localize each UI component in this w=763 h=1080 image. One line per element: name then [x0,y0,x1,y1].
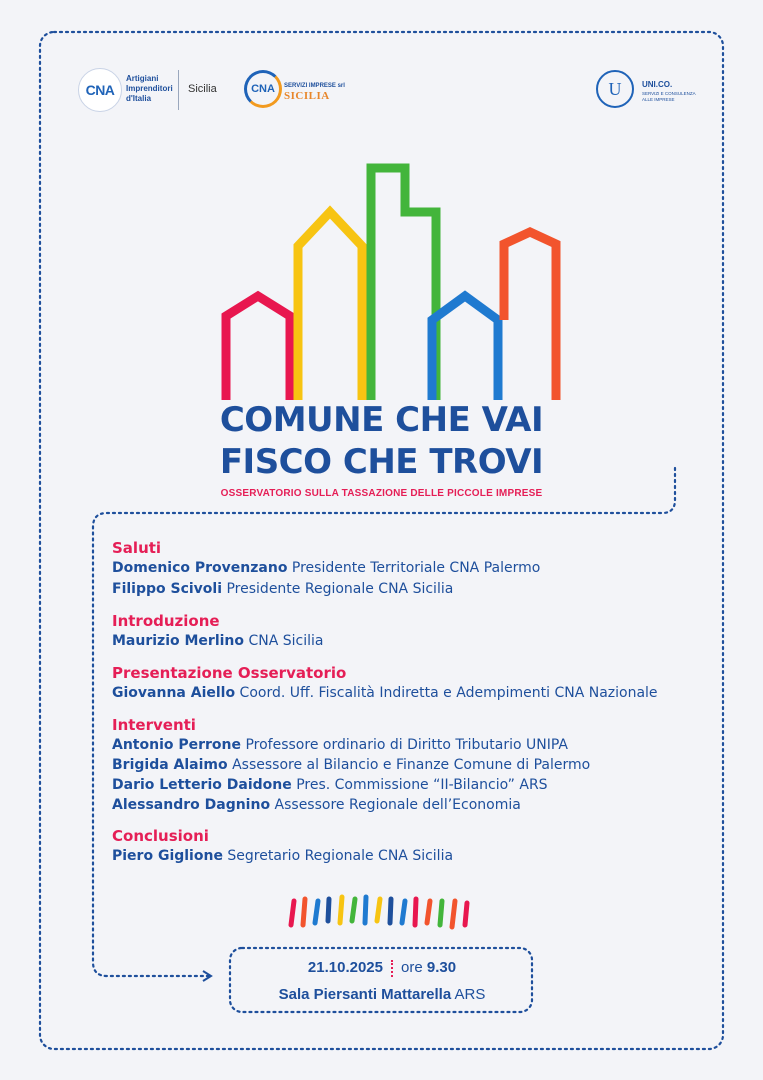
title-line-2: FISCO CHE TROVI [219,442,544,482]
speaker-role: Segretario Regionale CNA Sicilia [227,848,454,864]
section-heading: Conclusioni [112,827,209,845]
cna-badge-text: CNA [85,82,115,98]
event-date: 21.10.2025 [307,959,383,976]
title-line-1: COMUNE CHE VAI [219,400,544,440]
speaker-name: Antonio Perrone [112,737,242,753]
section-heading: Presentazione Osservatorio [112,664,347,682]
unico-badge-text: U [608,78,622,99]
date-time-separator [391,960,393,977]
speaker-name: Giovanna Aiello [112,685,236,701]
speaker-role: Pres. Commissione “II-Bilancio” ARS [296,777,548,793]
section-presentazione [112,663,732,704]
section-interventi [112,715,732,815]
program [112,538,732,878]
house-red [226,296,290,400]
speaker-role: CNA Sicilia [248,633,324,649]
skyline-houses-icon [0,0,763,400]
speaker-role: Presidente Regionale CNA Sicilia [226,581,454,597]
event-venue-suffix: ARS [454,986,486,1003]
cna-region: Sicilia [188,83,217,95]
servizi-main-text: SICILIA [284,90,330,102]
subtitle: OSSERVATORIO SULLA TASSAZIONE DELLE PICCOLE IMPRESE [220,488,543,499]
unico-name: UNI.CO. [642,80,673,89]
event-date-time [232,959,532,977]
cna-line2: Imprenditori [126,84,173,93]
colored-strokes-decoration [285,893,485,935]
speaker-role: Assessore Regionale dell’Economia [274,797,521,813]
unico-subtitle: SERVIZI E CONSULENZA ALLE IMPRESE [642,91,696,102]
event-time-prefix: ore [401,959,423,976]
event-box [232,950,532,1012]
speaker-entry [112,735,732,755]
speaker-name: Alessandro Dagnino [112,797,271,813]
speaker-name: Piero Giglione [112,848,223,864]
speaker-entry [112,846,732,867]
speaker-name: Domenico Provenzano [112,560,288,576]
speaker-entry [112,683,732,704]
house-green [371,168,436,400]
speaker-entry [112,755,732,775]
speaker-name: Dario Letterio Daidone [112,777,292,793]
section-heading: Introduzione [112,612,220,630]
section-saluti [112,538,732,600]
speaker-entry [112,631,732,652]
event-venue-line [232,986,532,1003]
speaker-entry [112,795,732,815]
speaker-role: Professore ordinario di Diritto Tributario UNIPA [245,737,568,753]
speaker-entry [112,579,732,600]
speaker-entry [112,558,732,579]
house-blue [432,296,498,400]
servizi-badge-text: CNA [251,83,275,95]
speaker-name: Filippo Scivoli [112,581,223,597]
section-conclusioni [112,826,732,867]
speaker-role: Assessore al Bilancio e Finanze Comune di Palermo [232,757,591,773]
house-yellow [298,212,362,400]
speaker-name: Maurizio Merlino [112,633,245,649]
cna-line1: Artigiani [126,74,159,83]
house-orange [504,232,556,400]
speaker-entry [112,775,732,795]
section-introduzione [112,611,732,652]
speaker-name: Brigida Alaimo [112,757,228,773]
section-heading: Saluti [112,539,162,557]
section-heading: Interventi [112,716,196,734]
event-time: 9.30 [426,959,457,976]
cna-line3: d'Italia [126,94,152,103]
speaker-role: Coord. Uff. Fiscalità Indiretta e Adempimenti CNA Nazionale [239,685,658,701]
event-venue: Sala Piersanti Mattarella [278,986,452,1003]
servizi-top-text: SERVIZI IMPRESE srl [284,83,345,89]
speaker-role: Presidente Territoriale CNA Palermo [291,560,541,576]
